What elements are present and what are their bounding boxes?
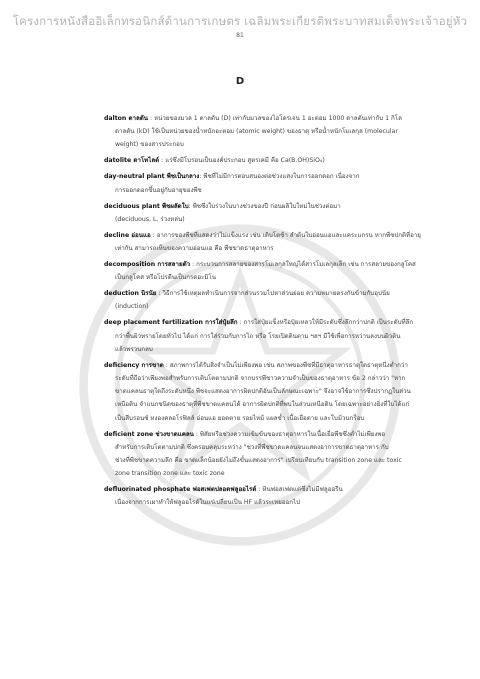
entry-continuation-line	[104, 300, 422, 313]
glossary-entry	[104, 229, 422, 255]
entry-first-line	[104, 200, 422, 213]
glossary-entry	[104, 200, 422, 226]
entry-definition-text: กว่าพื้นผิวทรายโดยทั่วไป ได้แก่ การใส่ร่วมกับการไถ หรือ โรยเปิดดินตาม ฯลฯ มีใช้เพื่อการหว่านลงบนผิวดิน	[115, 332, 401, 340]
entry-term: day-neutral plant พืชเป็นกลาง	[104, 173, 200, 181]
entry-definition-text: เป็นกลูโคส หรือโปรตีนเป็นกรดอะมิโน	[115, 274, 216, 282]
entry-continuation-line	[104, 343, 422, 356]
entry-term: decline อ่อนแอ	[104, 231, 151, 239]
glossary-entry	[104, 170, 422, 196]
entry-definition-text: (deciduous, L. ร่วงหล่น)	[115, 215, 185, 223]
entry-term: defluorinated phosphate ฟอสเฟตปลอดฟลูออไรด์	[104, 486, 257, 494]
entry-definition-text: : พิสัยหรือช่วงความเข้มข้นของธาตุอาหารในเนื้อเยื่อพืชซึ่งต่ำไม่เพียงพอ	[193, 430, 386, 438]
entry-term: deduction นิรนัย	[104, 290, 157, 298]
glossary-entry	[104, 287, 422, 313]
glossary-entry	[104, 154, 422, 167]
entry-definition-text: : วิธีการใช้เหตุผลทำเนินการจากส่วนรวมไปหาส่วนย่อย ความหมายตรงกันข้ามกับอุปนัย	[156, 290, 390, 298]
entry-term: deficient zone ช่วงขาดแคลน	[104, 430, 194, 438]
entry-continuation-line	[104, 372, 422, 385]
entry-first-line	[104, 154, 422, 167]
entry-definition-text: ระดับที่ถือว่าเพียงพอสำหรับการเติบโตตามปกติ จากบรรพีชาวความจำเป็นของธาตุอาหาร ข้อ 2 กล่าวว่า "หาก	[115, 375, 406, 383]
entry-continuation-line	[104, 454, 422, 467]
entry-definition-text: zone transition zone และ toxic zone	[115, 470, 225, 478]
entry-term: dalton ดาลตัน	[104, 115, 149, 122]
entry-definition-text: เหนือดิน จำแนกชนิดของธาตุที่พืชขาดแคลนได้ อาการผิดปกติที่พบในส่วนเหนือดิน โดยเฉพาะอย่างยิ่งที่ใบได้แก่	[115, 401, 410, 409]
entry-definition-text: : หน่วยของมวล 1 ดาลตัน (D) เท่ากับมวลของไฮโดรเจน 1 อะตอม 1000 ดาลตันเท่ากับ 1 กิโล	[148, 115, 402, 122]
entry-continuation-line	[104, 184, 422, 197]
entry-definition-text: : อาการของพืชที่แสดงว่าไม่แข็งแรง เช่น เติบโตช้า ลำต้นใบอ่อนแอและแคระแกรน หากพืชปกติที่อายุ	[150, 231, 421, 239]
entry-definition-text: เท่ากัน สามารถเห็นของความอ่อนแอ คือ พืชขาดธาตุอาหาร	[115, 245, 274, 253]
entry-continuation-line	[104, 271, 422, 284]
entry-continuation-line	[104, 385, 422, 398]
entry-first-line	[104, 229, 422, 242]
entry-definition-text: : หินฟอสเฟตแต่ซึ่งไม่มีฟลูออรีน	[256, 486, 343, 494]
entry-definition-text: เนื่องจากการเผาทำให้ฟลูออไรด์ในแร่เปลี่ยนเป็น HF แล้วระเหยออกไป	[115, 499, 301, 507]
entry-definition-text: (induction)	[115, 303, 149, 311]
book-series-header: โครงการหนังสืออิเล็กทรอนิกส์ด้านการเกษตร เฉลิมพระเกียรติพระบาทสมเด็จพระเจ้าอยู่หัว	[12, 14, 468, 28]
entry-continuation-line	[104, 496, 422, 509]
entry-continuation-line	[104, 242, 422, 255]
section-letter-heading: D	[235, 76, 245, 87]
entry-definition-text: การออกดอกขึ้นอยู่กับอายุของพืช	[115, 186, 202, 194]
entry-definition-text: ช่วงที่พืชขาดความลึก คือ ขาดแล็กน้อยยังไม่ถึงขั้นแสดงอาการ" เปรียบเทียบกับ transition zone และ toxic	[115, 457, 402, 465]
entry-continuation-line	[104, 412, 422, 425]
entry-first-line	[104, 428, 422, 441]
entry-continuation-line	[104, 330, 422, 343]
entry-definition-text: : สภาพการได้รับสิ่งจำเป็นไม่เพียงพอ เช่น สภาพของพืชที่มีธาตุอาหารธาตุใดธาตุหนึ่งต่ำกว่า	[163, 361, 408, 369]
entry-term: deficiency การขาด	[104, 361, 164, 369]
entry-first-line	[104, 287, 422, 300]
entry-definition-text: : พืชที่ไม่มีการตอบสนองต่อช่วงแสงในการออกดอก เนื่องจาก	[199, 173, 360, 181]
entry-term: decomposition การสลายตัว	[104, 261, 191, 269]
glossary-entry	[104, 112, 422, 152]
entry-continuation-line	[104, 441, 422, 454]
entry-first-line	[104, 359, 422, 372]
glossary-entry	[104, 316, 422, 356]
page-number: 81	[236, 32, 244, 39]
entry-definition-text: : กระบวนการสลายของสารโมเลกุลใหญ่ได้สารโมเลกุลเล็ก เช่น การสลายของกลูโคส	[190, 261, 416, 269]
glossary-entry	[104, 428, 422, 481]
entry-definition-text: : พืชซึ่งใบร่วงในบางช่วงของปี ก่อนผลิใบใหม่ในช่วงต่อมา	[188, 202, 341, 210]
entry-definition-text: ขาดแคลนธาตุใดถึงระดับหนึ่ง พืชจะแสดงอาการผิดปกติอันเป็นลักษณะเฉพาะ" จึงอาจใช้อาการซึ่งปรากฏในส่วน	[115, 388, 411, 396]
entry-continuation-line	[104, 467, 422, 480]
entry-term: deciduous plant พืชผลัดใบ	[104, 202, 189, 210]
entry-definition-text: เป็นสีบรอนซ์ หงองคลอโรฟิลล์ อ่อนแอ ยอดตาย รอยไหม้ แผลช้ำ เนื้อเยื่อตาย และใบม้วนกร็อบ	[115, 414, 365, 422]
entry-continuation-line	[104, 398, 422, 411]
entry-term: datolite ดาโทไลต์	[104, 157, 160, 165]
entry-definition-text: weight) ของสารประกอบ	[115, 141, 184, 149]
glossary-entry	[104, 359, 422, 425]
entry-term: deep placement fertilization การใส่ปุ๋ยลึก	[104, 319, 238, 327]
glossary-entries	[104, 112, 422, 512]
entry-definition-text: : การใส่ปุ๋ยแข็งหรือปุ๋ยเหลวให้มีระดับซึ่งลึกกว่าปกติ เป็นระดับที่ลึก	[237, 319, 414, 327]
entry-first-line	[104, 112, 422, 125]
entry-first-line	[104, 170, 422, 183]
entry-definition-text: แล้วพรวนกลบ	[115, 345, 153, 353]
entry-definition-text: สำหรับการเติบโตตามปกติ ซึ่งครอบคลุมระหว่าง "ช่วงที่พืชขาดแคลนจนแสดงอาการขาดธาตุอาหาร กับ	[115, 443, 389, 451]
glossary-entry	[104, 483, 422, 509]
entry-first-line	[104, 316, 422, 329]
glossary-entry	[104, 258, 422, 284]
entry-continuation-line	[104, 138, 422, 151]
entry-first-line	[104, 483, 422, 496]
entry-definition-text: ดาลตัน (kD) ใช้เป็นหน่วยของน้ำหนักอะตอม (atomic weight) ของธาตุ หรือน้ำหนักโมเลกุล (molecular	[115, 128, 398, 136]
entry-definition-text: : แร่ซึ่งมีโบรอนเป็นองค์ประกอบ สูตรเคมี คือ Ca(B.OH)SiO₄)	[159, 157, 325, 165]
entry-first-line	[104, 258, 422, 271]
entry-continuation-line	[104, 125, 422, 138]
entry-continuation-line	[104, 213, 422, 226]
